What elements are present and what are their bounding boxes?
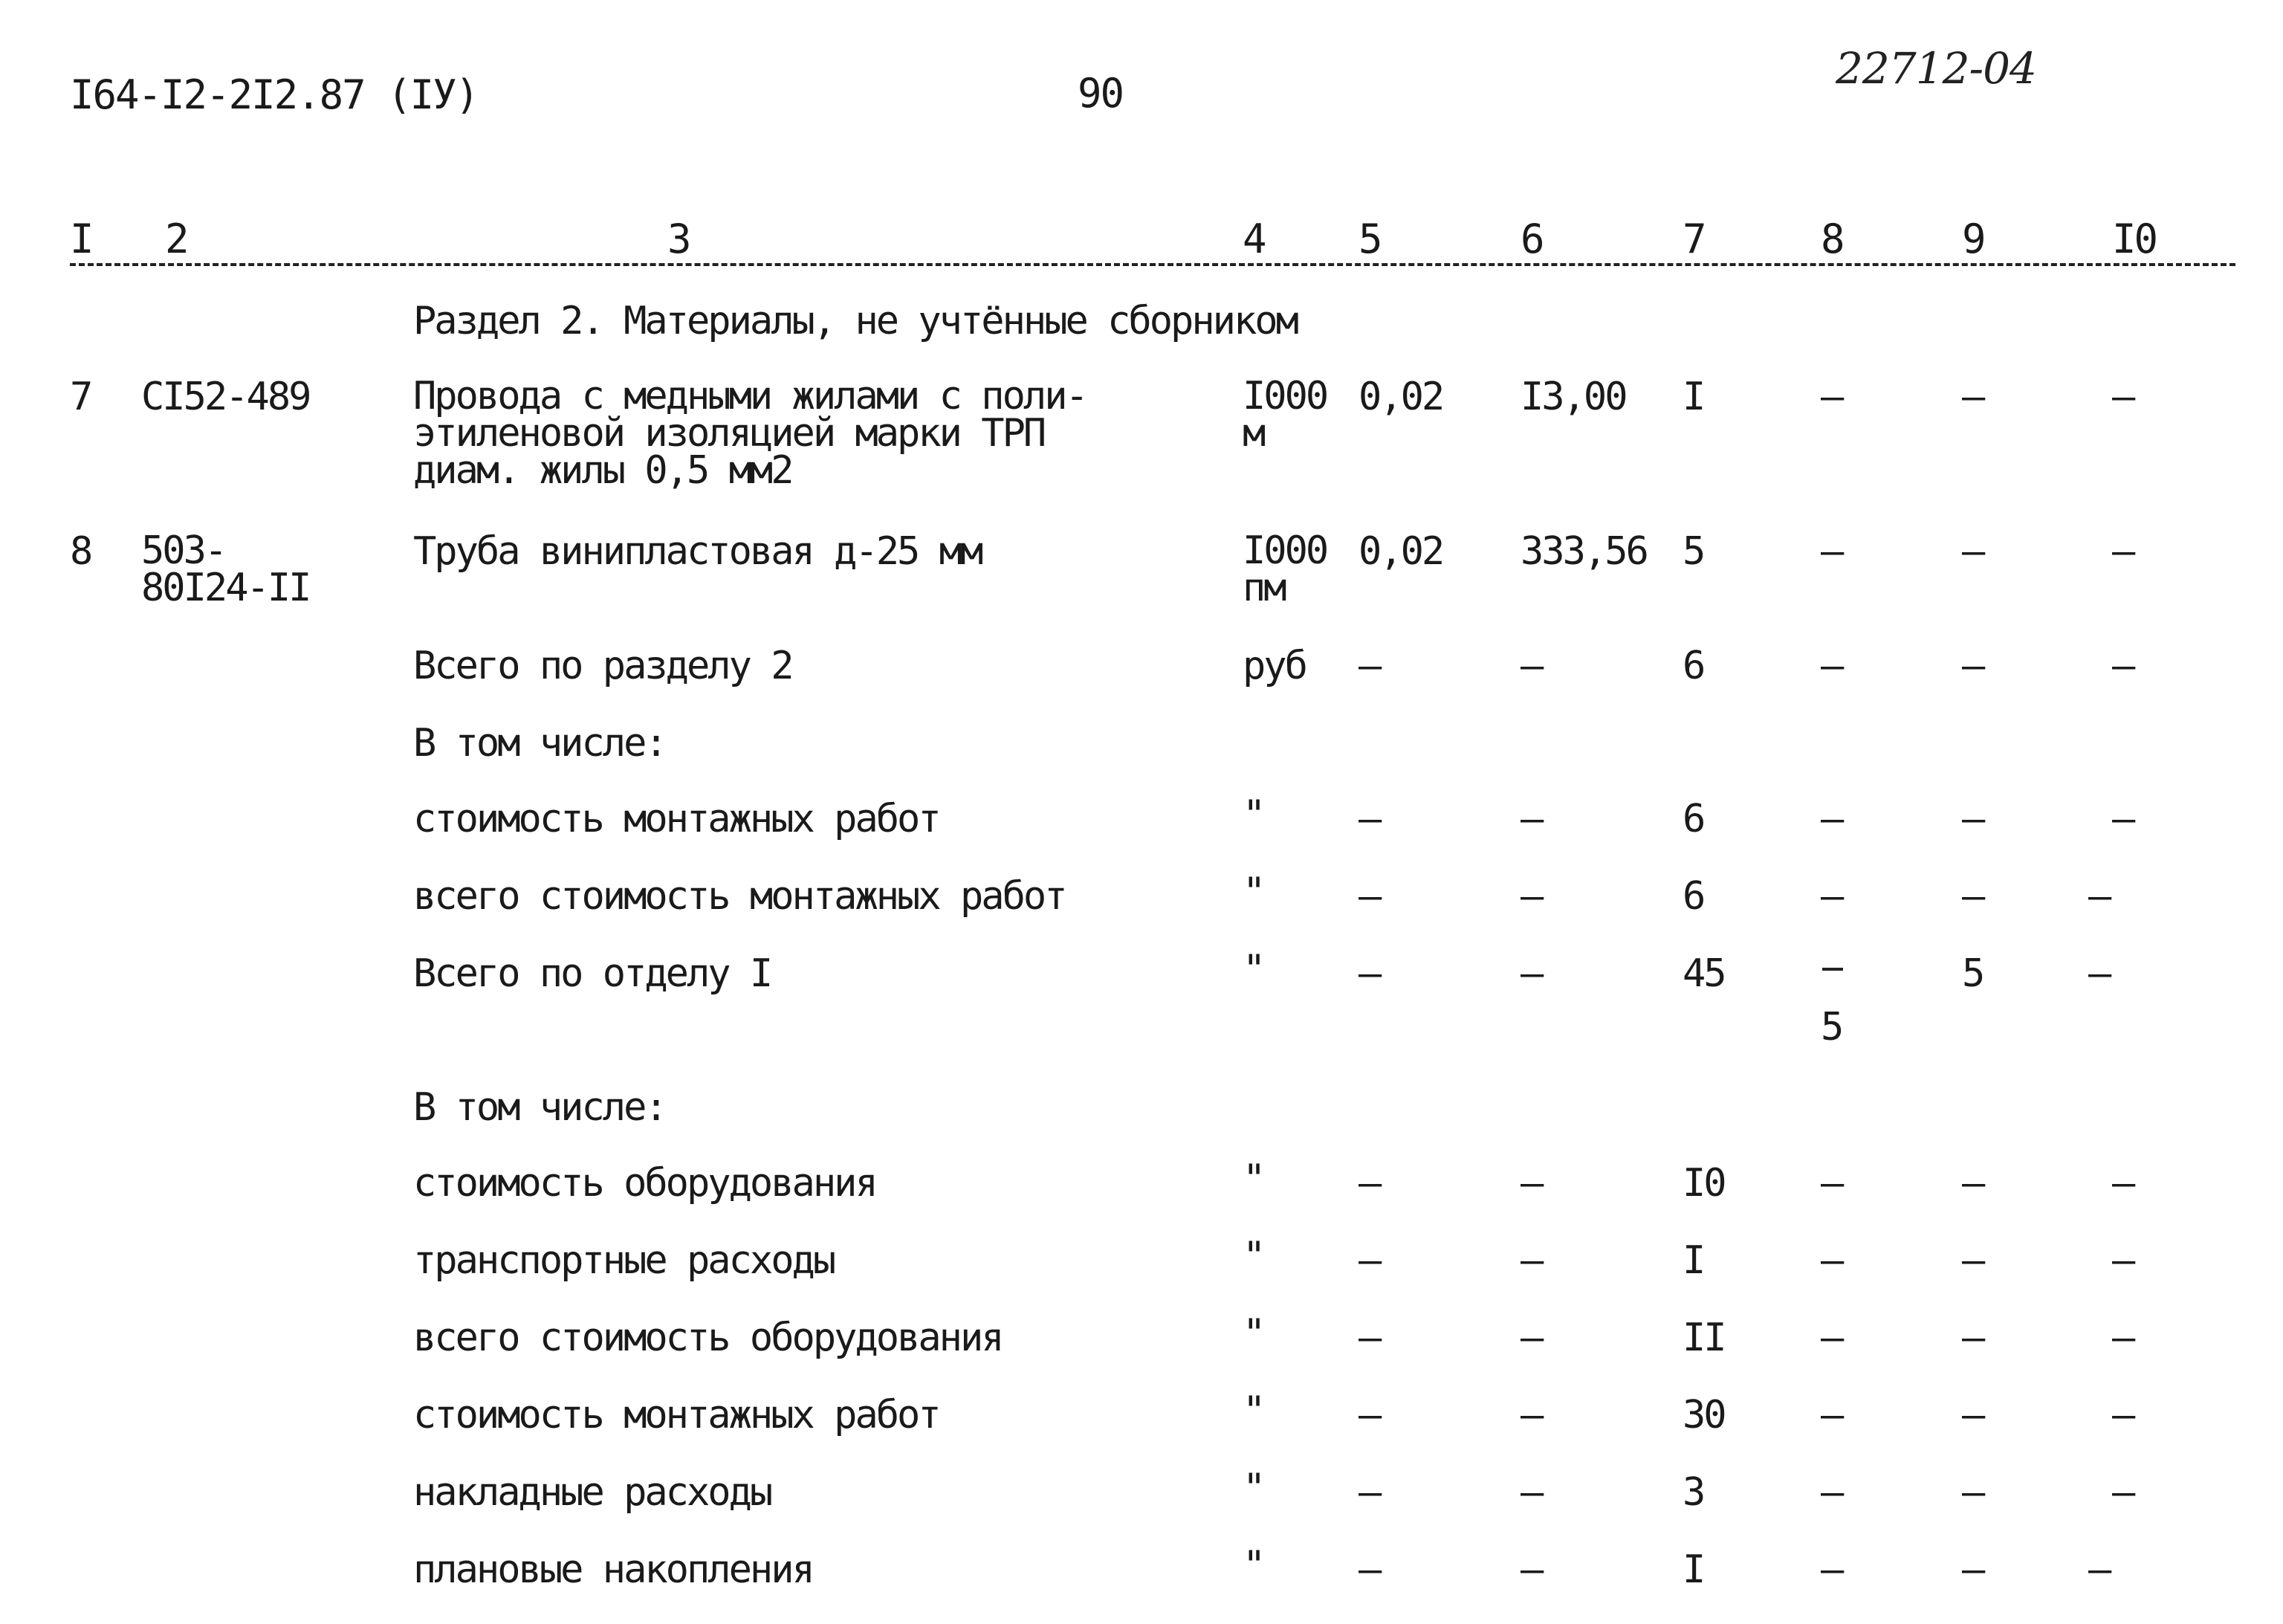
header-divider <box>70 263 2235 266</box>
col8-value: – <box>1821 1161 1842 1206</box>
col9-value: – <box>1962 644 1984 688</box>
total-cost: 5 <box>1683 529 1704 574</box>
col10-value: – <box>2112 375 2134 419</box>
col8-value: 5 <box>1821 1005 1842 1049</box>
unit: I000 пм <box>1243 528 1327 610</box>
col9-value: 5 <box>1962 951 1984 996</box>
total-cost: I <box>1683 1238 1704 1283</box>
col8-value: – <box>1821 874 1842 919</box>
quantity: – <box>1359 1547 1380 1592</box>
quantity: – <box>1359 1161 1380 1206</box>
unit-price: 333,56 <box>1521 529 1647 574</box>
quantity: 0,02 <box>1359 375 1443 419</box>
col8-value: – <box>1821 1316 1842 1360</box>
ditto-mark: " <box>1243 1388 1264 1433</box>
col9-value: – <box>1962 1393 1984 1437</box>
unit-price: – <box>1521 1238 1542 1283</box>
unit-price: – <box>1521 1161 1542 1206</box>
ditto-mark: " <box>1243 1543 1264 1588</box>
quantity: – <box>1359 874 1380 919</box>
unit-price: – <box>1521 797 1542 841</box>
ditto-mark: " <box>1243 947 1264 991</box>
unit-price: – <box>1521 874 1542 919</box>
col8-value: – <box>1821 644 1842 688</box>
column-header-7: 7 <box>1683 216 1705 262</box>
page-number: 90 <box>1078 70 1124 117</box>
col8-value: – <box>1821 1547 1842 1592</box>
ditto-mark: " <box>1243 792 1264 837</box>
col9-value: – <box>1962 1238 1984 1283</box>
col8-value: – <box>1821 1470 1842 1515</box>
item-code: СI52-489 <box>141 375 310 419</box>
column-header-3: 3 <box>667 216 690 262</box>
summary-label: стоимость монтажных работ <box>413 1393 939 1437</box>
col9-value: – <box>1962 1161 1984 1206</box>
col10-value: – <box>2112 797 2134 841</box>
col10-value: – <box>2088 874 2110 919</box>
col10-value: – <box>2112 1238 2134 1283</box>
quantity: – <box>1359 1470 1380 1515</box>
col8-value: – <box>1821 1393 1842 1437</box>
quantity: – <box>1359 951 1380 996</box>
ditto-mark: " <box>1243 1311 1264 1356</box>
total-cost: 6 <box>1683 644 1704 688</box>
unit-price: – <box>1521 1316 1542 1360</box>
unit-price: – <box>1521 644 1542 688</box>
item-code: 503- 80I24-II <box>141 528 310 610</box>
col8-value: – <box>1821 797 1842 841</box>
quantity: 0,02 <box>1359 529 1443 574</box>
col9-value: – <box>1962 797 1984 841</box>
col9-value: – <box>1962 1316 1984 1360</box>
summary-label: всего стоимость монтажных работ <box>413 874 1066 919</box>
col8-value: – <box>1821 529 1842 574</box>
col10-value: – <box>2112 1393 2134 1437</box>
total-cost: 30 <box>1683 1393 1725 1437</box>
ditto-mark: " <box>1243 1156 1264 1201</box>
unit: руб <box>1243 644 1306 688</box>
total-cost: II <box>1683 1316 1725 1360</box>
col10-value: – <box>2112 1316 2134 1360</box>
col10-value: – <box>2112 529 2134 574</box>
unit-price: – <box>1521 1470 1542 1515</box>
column-header-4: 4 <box>1243 216 1265 262</box>
unit-price: I3,00 <box>1521 375 1626 419</box>
summary-label: всего стоимость оборудования <box>413 1316 1003 1360</box>
total-cost: 6 <box>1683 797 1704 841</box>
col10-value: – <box>2112 644 2134 688</box>
unit-price: – <box>1521 1393 1542 1437</box>
row-number: 7 <box>70 375 91 419</box>
total-cost: 3 <box>1683 1470 1704 1515</box>
quantity: – <box>1359 1316 1380 1360</box>
ditto-mark: " <box>1243 870 1264 914</box>
summary-label: стоимость монтажных работ <box>413 797 939 841</box>
column-header-1: I <box>70 216 92 262</box>
unit-price: – <box>1521 1547 1542 1592</box>
summary-label: накладные расходы <box>413 1470 771 1515</box>
document-code: I64-I2-2I2.87 (IУ) <box>70 71 479 118</box>
ditto-mark: " <box>1243 1466 1264 1510</box>
col9-value: – <box>1962 874 1984 919</box>
quantity: – <box>1359 1393 1380 1437</box>
summary-label: транспортные расходы <box>413 1238 835 1283</box>
summary-label: Всего по разделу 2 <box>413 644 792 688</box>
summary-subheading: В том числе: <box>413 1085 666 1130</box>
item-name: Провода с медными жилами с поли- этиленовой изоляцией марки ТРП диам. жилы 0,5 мм2 <box>413 374 1087 493</box>
total-cost: 6 <box>1683 874 1704 919</box>
total-cost: I <box>1683 375 1704 419</box>
col9-value: – <box>1962 375 1984 419</box>
summary-label: плановые накопления <box>413 1547 813 1592</box>
column-header-8: 8 <box>1821 216 1843 262</box>
total-cost: I <box>1683 1547 1704 1592</box>
column-header-10: I0 <box>2112 216 2157 262</box>
col10-value: – <box>2088 1547 2110 1592</box>
col9-value: – <box>1962 529 1984 574</box>
fraction-bar <box>1822 968 1843 971</box>
summary-subheading: В том числе: <box>413 721 666 766</box>
col10-value: – <box>2112 1470 2134 1515</box>
column-header-6: 6 <box>1521 216 1543 262</box>
column-header-9: 9 <box>1962 216 1984 262</box>
quantity: – <box>1359 1238 1380 1283</box>
col8-value: – <box>1821 375 1842 419</box>
col10-value: – <box>2088 951 2110 996</box>
item-name: Труба винипластовая д-25 мм <box>413 529 982 574</box>
unit-price: – <box>1521 951 1542 996</box>
col9-value: – <box>1962 1470 1984 1515</box>
summary-label: стоимость оборудования <box>413 1161 876 1206</box>
column-header-5: 5 <box>1359 216 1381 262</box>
row-number: 8 <box>70 529 91 574</box>
total-cost: I0 <box>1683 1161 1725 1206</box>
col10-value: – <box>2112 1161 2134 1206</box>
column-header-2: 2 <box>165 216 187 262</box>
quantity: – <box>1359 797 1380 841</box>
section-title: Раздел 2. Материалы, не учтённые сборником <box>413 299 1297 343</box>
quantity: – <box>1359 644 1380 688</box>
col9-value: – <box>1962 1547 1984 1592</box>
col8-value: – <box>1821 1238 1842 1283</box>
ditto-mark: " <box>1243 1234 1264 1278</box>
summary-label: Всего по отделу I <box>413 951 771 996</box>
unit: I000 м <box>1243 374 1327 456</box>
handwritten-code: 22712-04 <box>1836 43 2036 94</box>
total-cost: 45 <box>1683 951 1725 996</box>
